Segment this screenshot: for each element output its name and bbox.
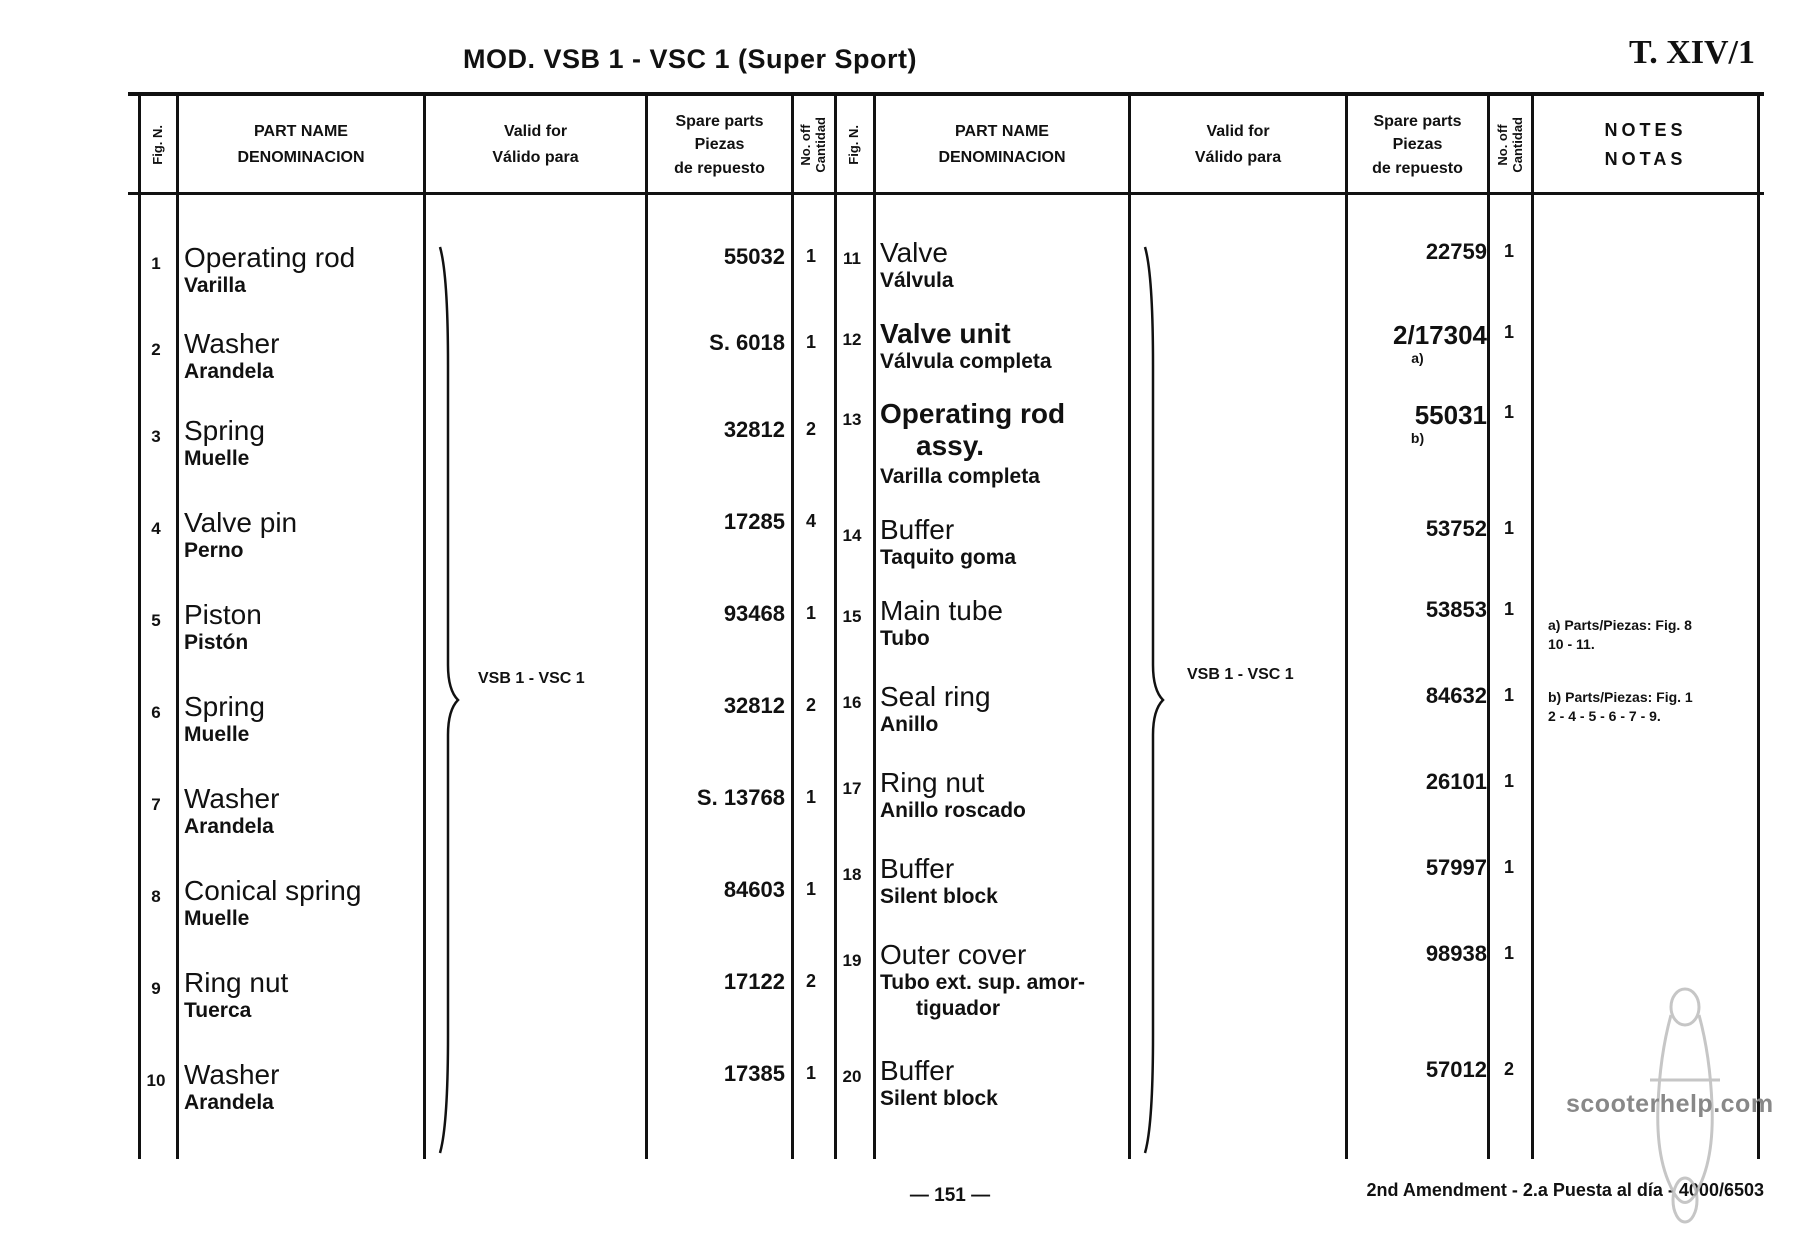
part-number: 93468 xyxy=(723,601,785,626)
part-name-es: Arandela xyxy=(184,815,274,838)
quantity: 2 xyxy=(1503,1059,1514,1079)
part-name-es: Muelle xyxy=(184,447,250,470)
quantity: 2 xyxy=(805,695,816,715)
quantity: 1 xyxy=(805,879,816,899)
header-qty-left: No. off Cantidad xyxy=(798,117,828,173)
table-row: 13 Operating rod assy. Varilla completa 55031 b) 1 xyxy=(836,398,1526,498)
header-rule xyxy=(128,192,1764,195)
part-note-ref: b) xyxy=(1410,430,1425,446)
table-row: 10 Washer Arandela 17385 1 xyxy=(140,1059,830,1119)
quantity: 1 xyxy=(1503,943,1514,963)
part-name-es: Tuerca xyxy=(184,999,252,1022)
part-name: Main tube xyxy=(880,595,1003,626)
part-number: S. 13768 xyxy=(696,785,785,810)
part-name: Spring xyxy=(184,691,265,722)
table-row: 9 Ring nut Tuerca 17122 2 xyxy=(140,967,830,1027)
part-number: 22759 xyxy=(1425,239,1487,264)
part-number: 17385 xyxy=(723,1061,785,1086)
quantity: 1 xyxy=(1503,402,1514,422)
part-number: 53853 xyxy=(1425,597,1487,622)
part-name-es: Arandela xyxy=(184,360,274,383)
part-number: 84603 xyxy=(723,877,785,902)
part-number: 32812 xyxy=(723,417,785,442)
part-name: Buffer xyxy=(880,514,955,545)
quantity: 4 xyxy=(805,511,816,531)
part-name: Operating rod xyxy=(184,242,356,273)
part-name: Piston xyxy=(184,599,262,630)
part-name: Ring nut xyxy=(184,967,289,998)
table-row: 1 Operating rod Varilla 55032 1 xyxy=(140,242,830,302)
part-number: S. 6018 xyxy=(709,330,785,355)
part-name: Washer xyxy=(184,328,280,359)
quantity: 1 xyxy=(1503,322,1514,342)
part-name: Spring xyxy=(184,415,265,446)
part-name-es: Pistón xyxy=(184,631,249,654)
watermark: scooterhelp.com xyxy=(1566,1090,1774,1118)
quantity: 1 xyxy=(1503,241,1514,261)
part-name-es: Muelle xyxy=(184,723,250,746)
part-name: Valve xyxy=(880,237,948,268)
part-name: Buffer xyxy=(880,853,955,884)
quantity: 1 xyxy=(805,332,816,352)
part-number: 98938 xyxy=(1425,941,1487,966)
table-row: 3 Spring Muelle 32812 2 xyxy=(140,415,830,475)
part-name: Buffer xyxy=(880,1055,955,1086)
column-divider xyxy=(1531,96,1534,1159)
table-row: 18 Buffer Silent block 57997 1 xyxy=(836,853,1526,913)
quantity: 1 xyxy=(1503,857,1514,877)
part-name-es: Varilla xyxy=(184,274,246,297)
header-fig-left: Fig. N. xyxy=(149,125,165,165)
part-name-es: Varilla completa xyxy=(880,465,1040,488)
part-name-es: Anillo roscado xyxy=(880,799,1026,822)
header-notes: NOTES NOTAS xyxy=(1604,120,1687,169)
part-number: 55032 xyxy=(723,244,785,269)
part-name-es: Taquito goma xyxy=(880,546,1017,569)
part-name: Valve unit xyxy=(880,318,1011,349)
table-row: 11 Valve Válvula 22759 1 xyxy=(836,237,1526,297)
part-number: 57997 xyxy=(1425,855,1487,880)
part-name-es-cont: tiguador xyxy=(916,997,1000,1020)
valid-for-right: VSB 1 - VSC 1 xyxy=(1187,666,1294,683)
part-name: Operating rod xyxy=(880,398,1066,429)
part-name-es: Muelle xyxy=(184,907,250,930)
part-number: 2/17304 xyxy=(1393,320,1487,350)
table-row: 19 Outer cover Tubo ext. sup. amor- tiguador 98938 1 xyxy=(836,939,1526,1029)
quantity: 1 xyxy=(1503,771,1514,791)
table-row: 20 Buffer Silent block 57012 2 xyxy=(836,1055,1526,1115)
header-qty-right: No. off Cantidad xyxy=(1494,117,1525,173)
note-b: b) Parts/Piezas: Fig. 1 2 - 4 - 5 - 6 - 7 - 9. xyxy=(1548,689,1693,724)
quantity: 1 xyxy=(1503,599,1514,619)
amendment-footer: 2nd Amendment - 2.a Puesta al día - 4000/6503 xyxy=(1366,1180,1764,1200)
table-id: T. XIV/1 xyxy=(1629,34,1755,71)
header-valid-left: Valid for Válido para xyxy=(492,123,579,166)
part-name-es: Silent block xyxy=(880,885,998,908)
part-note-ref: a) xyxy=(1411,350,1424,366)
quantity: 2 xyxy=(805,971,816,991)
quantity: 1 xyxy=(1503,518,1514,538)
part-name-es: Válvula completa xyxy=(880,350,1052,373)
table-row: 5 Piston Pistón 93468 1 xyxy=(140,599,830,659)
header-part-name-right: PART NAME DENOMINACION xyxy=(938,123,1066,166)
quantity: 1 xyxy=(805,246,816,266)
header-fig-right: Fig. N. xyxy=(846,125,862,165)
part-name: Valve pin xyxy=(184,507,298,538)
column-divider xyxy=(1757,96,1760,1159)
table-row: 4 Valve pin Perno 17285 4 xyxy=(140,507,830,567)
part-name: Ring nut xyxy=(880,767,985,798)
brace-left xyxy=(436,245,462,1155)
quantity: 1 xyxy=(1503,685,1514,705)
table-row: 14 Buffer Taquito goma 53752 1 xyxy=(836,514,1526,574)
table-row: 15 Main tube Tubo 53853 1 xyxy=(836,595,1526,655)
page-number: — 151 — xyxy=(909,1185,991,1206)
table-row: 2 Washer Arandela S. 6018 1 xyxy=(140,328,830,388)
quantity: 1 xyxy=(805,1063,816,1083)
header-spare-left: Spare parts Piezas de repuesto xyxy=(674,113,765,177)
part-number: 32812 xyxy=(723,693,785,718)
table-row: 7 Washer Arandela S. 13768 1 xyxy=(140,783,830,843)
note-a: a) Parts/Piezas: Fig. 8 10 - 11. xyxy=(1548,617,1692,652)
part-number: 84632 xyxy=(1425,683,1487,708)
part-number: 17122 xyxy=(723,969,785,994)
quantity: 2 xyxy=(805,419,816,439)
table-row: 17 Ring nut Anillo roscado 26101 1 xyxy=(836,767,1526,827)
part-name-cont: assy. xyxy=(916,430,984,461)
table-row: 6 Spring Muelle 32812 2 xyxy=(140,691,830,751)
part-number: 57012 xyxy=(1425,1057,1487,1082)
part-number: 55031 xyxy=(1414,400,1487,430)
table-row: 12 Valve unit Válvula completa 2/17304 a) 1 xyxy=(836,318,1526,378)
quantity: 1 xyxy=(805,787,816,807)
part-name-es: Anillo xyxy=(880,713,939,736)
table-row: 16 Seal ring Anillo 84632 1 xyxy=(836,681,1526,741)
quantity: 1 xyxy=(805,603,816,623)
part-name-es: Tubo ext. sup. amor- xyxy=(880,971,1085,994)
part-name-es: Tubo xyxy=(880,627,930,650)
page-title: MOD. VSB 1 - VSC 1 (Super Sport) xyxy=(462,44,918,74)
part-name: Outer cover xyxy=(880,939,1027,970)
header-spare-right: Spare parts Piezas de repuesto xyxy=(1372,113,1463,177)
part-name: Washer xyxy=(184,783,280,814)
part-number: 26101 xyxy=(1425,769,1487,794)
part-name-es: Perno xyxy=(184,539,244,562)
header-part-name-left: PART NAME DENOMINACION xyxy=(237,123,365,166)
part-name-es: Silent block xyxy=(880,1087,998,1110)
header-valid-right: Valid for Válido para xyxy=(1194,123,1282,166)
part-number: 17285 xyxy=(723,509,785,534)
part-name: Washer xyxy=(184,1059,280,1090)
brace-right xyxy=(1141,245,1167,1155)
top-rule xyxy=(128,92,1764,96)
part-number: 53752 xyxy=(1425,516,1487,541)
valid-for-left: VSB 1 - VSC 1 xyxy=(478,670,585,687)
table-row: 8 Conical spring Muelle 84603 1 xyxy=(140,875,830,935)
part-name: Seal ring xyxy=(880,681,991,712)
part-name-es: Arandela xyxy=(184,1091,274,1114)
part-name: Conical spring xyxy=(184,875,362,906)
part-name-es: Válvula xyxy=(880,269,954,292)
